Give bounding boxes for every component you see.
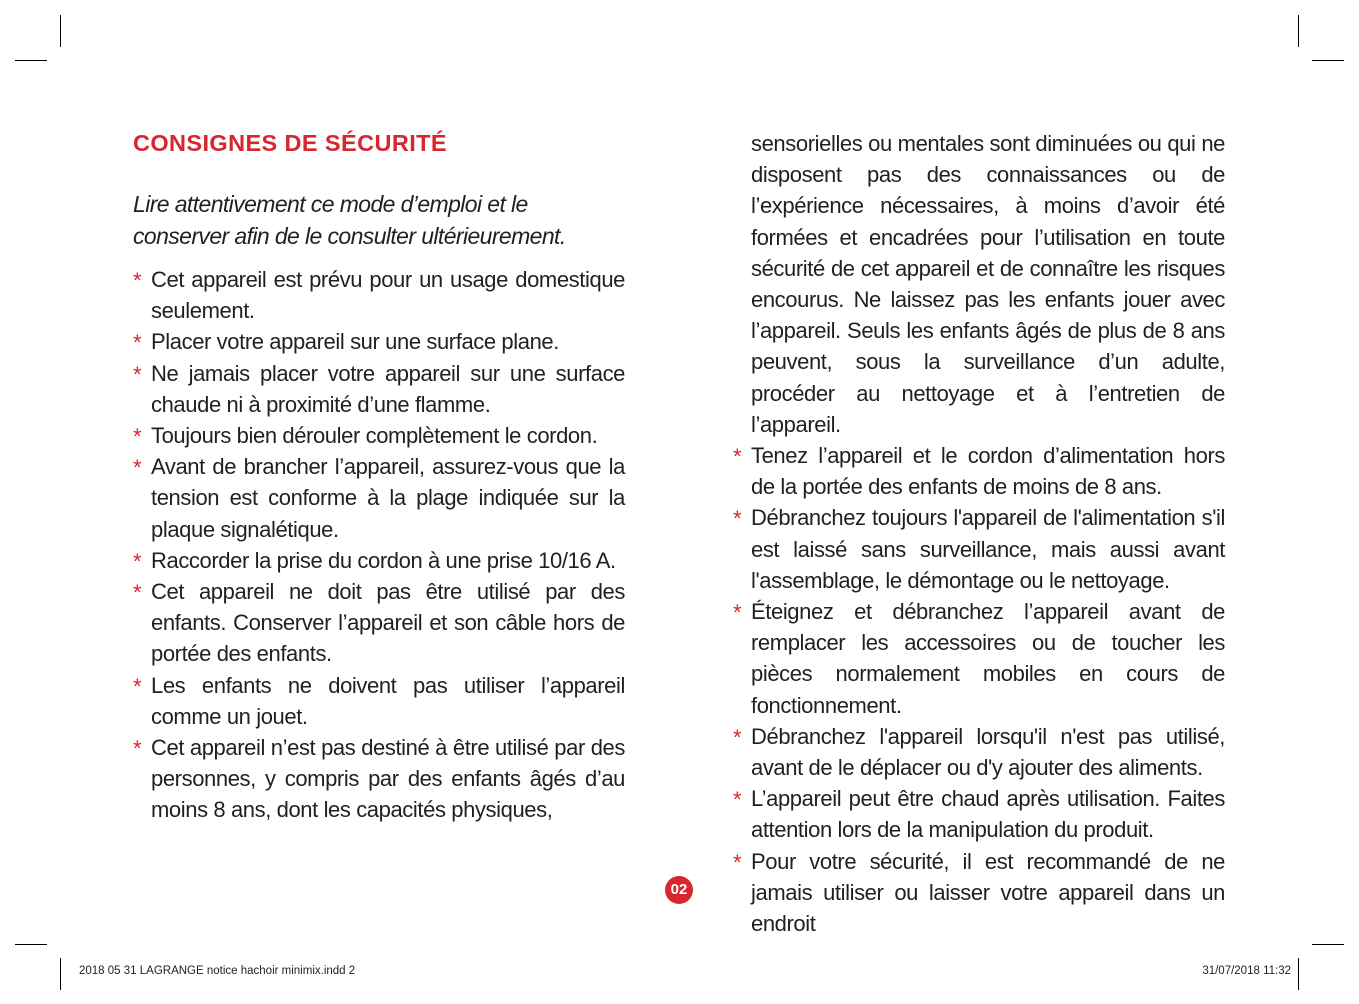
- asterisk-bullet-icon: *: [133, 455, 142, 481]
- bullet-item: [733, 502, 1225, 596]
- asterisk-bullet-icon: *: [133, 580, 142, 606]
- asterisk-bullet-icon: *: [733, 787, 742, 813]
- bullet-item: [133, 670, 625, 732]
- bullet-item: [733, 596, 1225, 721]
- bullet-text: Avant de brancher l’appareil, assurez-vous que la tension est conforme à la plage indiquée sur la plaque signalétique.: [151, 454, 625, 542]
- asterisk-bullet-icon: *: [133, 330, 142, 356]
- asterisk-bullet-icon: *: [133, 548, 142, 574]
- bullet-text: Cet appareil n’est pas destiné à être utilisé par des personnes, y compris par des enfants âgés d’au moins 8 ans, dont les capacités physiques,: [151, 735, 625, 823]
- bullet-item: [133, 576, 625, 670]
- bullet-text: Éteignez et débranchez l’appareil avant de remplacer les accessoires ou de toucher les pièces normalement mobiles en cours de fonctionnement.: [751, 599, 1225, 718]
- crop-mark-bottom-right-vertical: [1298, 958, 1299, 990]
- asterisk-bullet-icon: *: [733, 444, 742, 470]
- asterisk-bullet-icon: *: [733, 724, 742, 750]
- asterisk-bullet-icon: *: [133, 361, 142, 387]
- bullet-item: [733, 440, 1225, 502]
- section-title: CONSIGNES DE SÉCURITÉ: [133, 130, 447, 156]
- asterisk-bullet-icon: *: [133, 268, 142, 293]
- crop-mark-bottom-left-vertical: [60, 958, 61, 990]
- bullet-item: [133, 451, 625, 545]
- left-column: [133, 128, 625, 826]
- bullet-item: [733, 783, 1225, 845]
- bullet-text: Pour votre sécurité, il est recommandé de ne jamais utiliser ou laisser votre appareil dans un endroit: [751, 848, 1225, 937]
- asterisk-bullet-icon: *: [133, 673, 142, 699]
- bullet-item: [733, 846, 1225, 940]
- bullet-text: Raccorder la prise du cordon à une prise 10/16 A.: [151, 547, 616, 573]
- bullet-text: Tenez l’appareil et le cordon d’alimentation hors de la portée des enfants de moins de 8 ans.: [751, 443, 1225, 500]
- bullet-text: Placer votre appareil sur une surface plane.: [151, 329, 559, 355]
- bullet-text: Les enfants ne doivent pas utiliser l’appareil comme un jouet.: [151, 672, 625, 729]
- bullet-item: [133, 264, 625, 326]
- crop-mark-top-left-vertical: [60, 15, 61, 47]
- crop-mark-top-right-horizontal: [1312, 60, 1344, 61]
- bullet-text: Cet appareil est prévu pour un usage domestique seulement.: [151, 267, 625, 324]
- page-number-badge: 02: [665, 876, 693, 904]
- bullet-item: [133, 545, 625, 576]
- asterisk-bullet-icon: *: [733, 600, 742, 626]
- bullet-text: Ne jamais placer votre appareil sur une surface chaude ni à proximité d’une flamme.: [151, 360, 625, 417]
- crop-mark-top-right-vertical: [1298, 15, 1299, 47]
- right-bullet-list: [733, 440, 1225, 939]
- bullet-item: [133, 732, 625, 826]
- asterisk-bullet-icon: *: [733, 849, 742, 875]
- bullet-text: Toujours bien dérouler complètement le cordon.: [151, 423, 598, 449]
- bullet-item: [133, 326, 625, 357]
- bullet-item: [133, 358, 625, 420]
- left-bullet-list: [133, 264, 625, 826]
- crop-mark-bottom-right-horizontal: [1312, 944, 1344, 945]
- bullet-text: Débranchez l'appareil lorsqu'il n'est pas utilisé, avant de le déplacer ou d'y ajouter des aliments.: [751, 723, 1225, 781]
- bullet-text: L’appareil peut être chaud après utilisation. Faites attention lors de la manipulation du produit.: [751, 786, 1225, 843]
- bullet-text: Cet appareil ne doit pas être utilisé par des enfants. Conserver l’appareil et son câble hors de portée des enfants.: [151, 579, 625, 667]
- bullet-item: [133, 420, 625, 451]
- asterisk-bullet-icon: *: [733, 506, 742, 532]
- crop-mark-bottom-left-horizontal: [15, 944, 47, 945]
- footer-date-slug: 31/07/2018 11:32: [1202, 965, 1291, 977]
- footer-file-slug: 2018 05 31 LAGRANGE notice hachoir minimix.indd 2: [79, 965, 356, 977]
- asterisk-bullet-icon: *: [133, 424, 142, 450]
- bullet-text: Débranchez toujours l'appareil de l'alimentation s'il est laissé sans surveillance, mais aussi avant l'assemblage, le démontage ou le nettoyage.: [751, 505, 1225, 593]
- continuation-text: sensorielles ou mentales sont diminuées ou qui ne disposent pas des connaissances ou de l’expérience nécessaires, à moins d’avoir été formées et encadrées pour l’utilisation en toute sécurité de cet appareil et de connaître les risques encourus. Ne laissez pas les enfants jouer avec l’appareil. Seuls les enfants âgés de plus de 8 ans peuvent, sous la surveillance d’un adulte, procéder au nettoyage et à l’entretien de l’appareil.: [751, 131, 1225, 437]
- asterisk-bullet-icon: *: [133, 736, 142, 762]
- bullet-item: [733, 721, 1225, 783]
- right-column: [733, 128, 1225, 939]
- crop-mark-top-left-horizontal: [15, 60, 47, 61]
- intro-text: Lire attentivement ce mode d’emploi et le conserver afin de le consulter ultérieurement.: [133, 191, 566, 249]
